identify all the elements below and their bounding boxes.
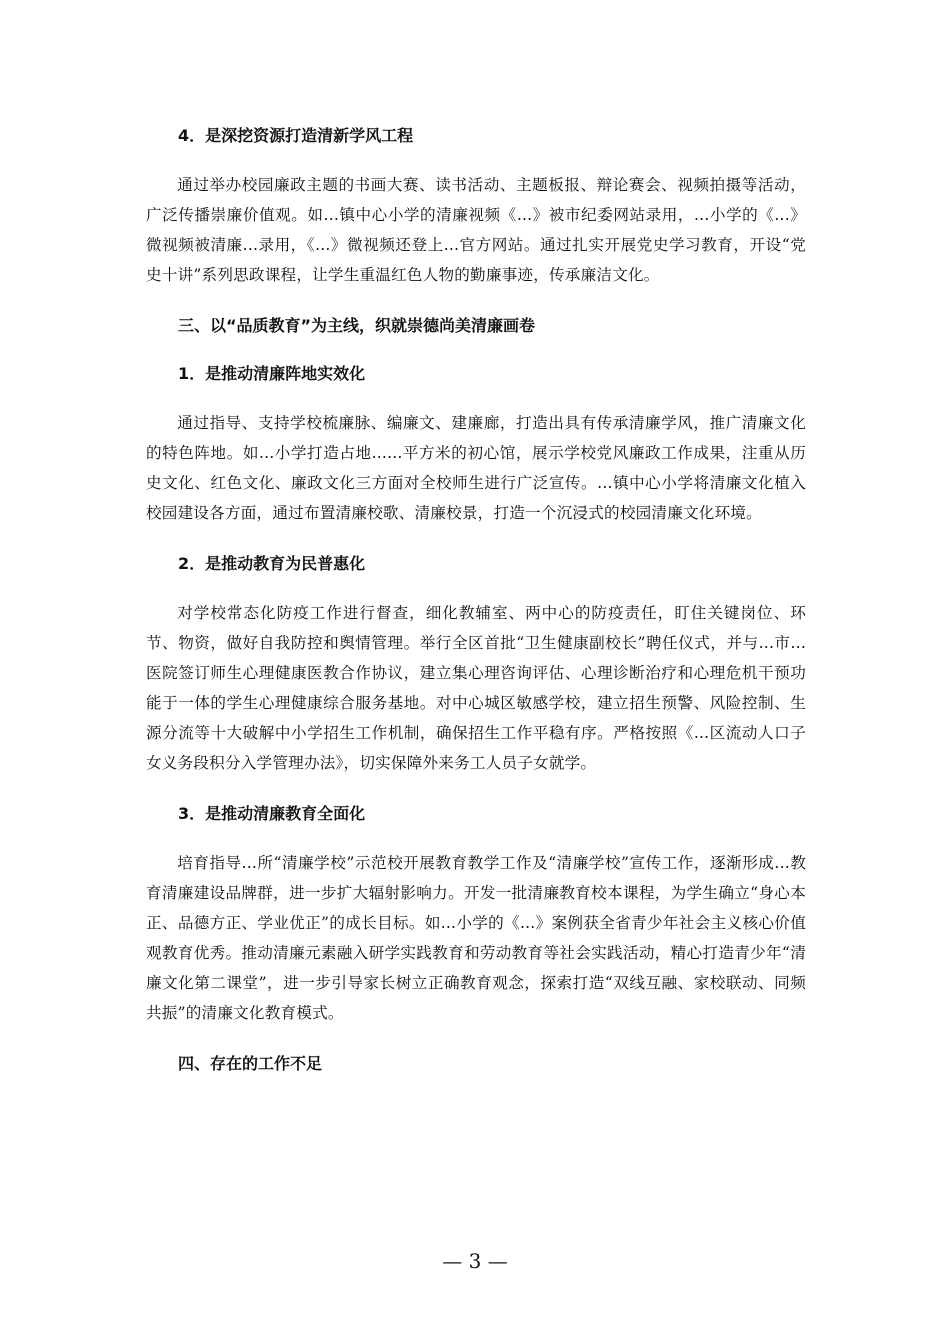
paragraph-integrity-sites: 通过指导、支持学校梳廉脉、编廉文、建廉廊，打造出具有传承清廉学风，推广清廉文化的特色阵地。如...小学打造占地......平方米的初心馆，展示学校党风廉政工作成果，注重从历史文化、红色文化、廉政文化三方面对全校师生进行广泛宣传。...镇中心小学将清廉文化植入校园建设各方面，通过布置清廉校歌、清廉校景，打造一个沉浸式的校园清廉文化环境。: [146, 414, 806, 522]
document-body: [146, 122, 806, 1078]
subheading-3-integrity-education: 3．是推动清廉教育全面化: [178, 804, 366, 823]
paragraph-education-for-people: 对学校常态化防疫工作进行督查，细化教辅室、两中心的防疫责任，盯住关键岗位、环节、物资，做好自我防控和舆情管理。举行全区首批“卫生健康副校长”聘任仪式，并与...市...医院签订师生心理健康医教合作协议，建立集心理咨询评估、心理诊断治疗和心理危机干预功能于一体的学生心理健康综合服务基地。对中心城区敏感学校，建立招生预警、风险控制、生源分流等十大破解中小学招生工作机制，确保招生工作平稳有序。严格按照《...区流动人口子女义务段积分入学管理办法》，切实保障外来务工人员子女就学。: [146, 604, 806, 772]
section-heading-3-quality-education: 三、以“品质教育”为主线，织就崇德尚美清廉画卷: [178, 316, 536, 335]
page-number: — 3 —: [442, 1249, 508, 1273]
section-heading-4-shortcomings: 四、存在的工作不足: [178, 1054, 323, 1073]
subheading-1-integrity-sites: 1．是推动清廉阵地实效化: [178, 364, 366, 383]
subheading-4-academic-style: 4．是深挖资源打造清新学风工程: [178, 126, 414, 145]
paragraph-integrity-education: 培育指导...所“清廉学校”示范校开展教育教学工作及“清廉学校”宣传工作，逐渐形成...教育清廉建设品牌群，进一步扩大辐射影响力。开发一批清廉教育校本课程，为学生确立“身心本正、品德方正、学业优正”的成长目标。如...小学的《...》案例获全省青少年社会主义核心价值观教育优秀。推动清廉元素融入研学实践教育和劳动教育等社会实践活动，精心打造青少年“清廉文化第二课堂”，进一步引导家长树立正确教育观念，探索打造“双线互融、家校联动、同频共振”的清廉文化教育模式。: [146, 854, 806, 1022]
paragraph-academic-style: 通过举办校园廉政主题的书画大赛、读书活动、主题板报、辩论赛会、视频拍摄等活动，广泛传播崇廉价值观。如...镇中心小学的清廉视频《...》被市纪委网站录用，...小学的《...》微视频被清廉...录用，《...》微视频还登上...官方网站。通过扎实开展党史学习教育，开设“党史十讲”系列思政课程，让学生重温红色人物的勤廉事迹，传承廉洁文化。: [146, 176, 806, 284]
subheading-2-education-for-people: 2．是推动教育为民普惠化: [178, 554, 366, 573]
